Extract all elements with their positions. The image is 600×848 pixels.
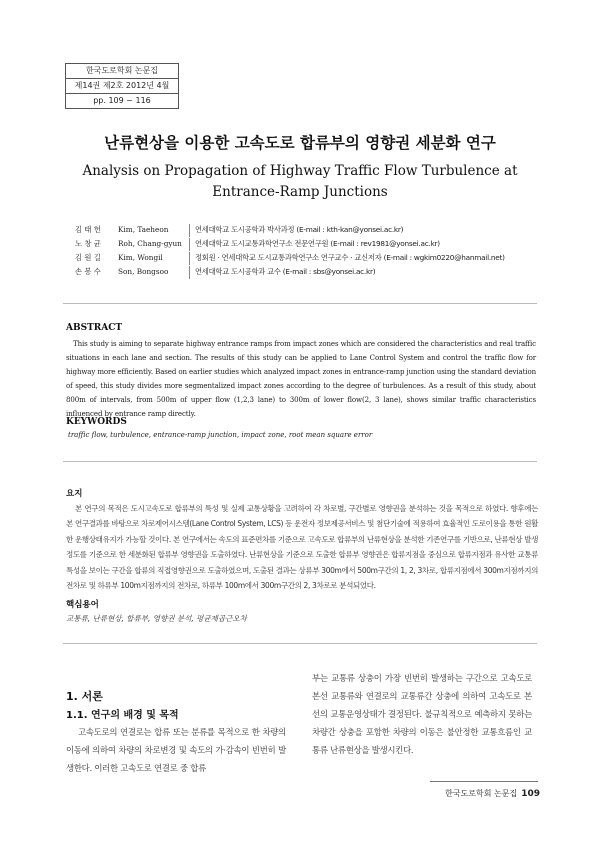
title-english-line1: Analysis on Propagation of Highway Traffic Flow Turbulence at (82, 163, 518, 179)
author-name-ko: 김 태 헌 (75, 225, 101, 234)
author-affiliation: 연세대학교 도시공학과 박사과정 (E-mail : kth-kan@yonsei.ac.kr) (195, 225, 404, 234)
author-affiliation: 연세대학교 도시교통과학연구소 전문연구원 (E-mail : rev1981@yonsei.ac.kr) (195, 239, 440, 248)
title-english-line2: Entrance-Ramp Junctions (212, 184, 388, 200)
footer-rule (430, 781, 538, 782)
author-row (75, 237, 545, 251)
author-name-en: Kim, Wongil (118, 253, 163, 262)
author-name-ko: 노 창 균 (75, 239, 101, 248)
author-list (75, 223, 545, 279)
body-column-left: 고속도로의 연결로는 합류 또는 분류를 목적으로 한 차량의 이동에 의하여 차량의 차로변경 및 속도의 가·감속이 빈번히 발생한다. 이러한 고속도로 연결로 중 합류 (66, 727, 286, 774)
keywords-heading: KEYWORDS (66, 417, 127, 427)
author-name-en: Roh, Chang-gyun (118, 239, 182, 248)
keywords-text: traffic flow, turbulence, entrance-ramp junction, impact zone, root mean square error (68, 431, 373, 439)
author-name-en: Kim, Taeheon (118, 225, 169, 234)
keywords-ko-text: 교통류, 난류현상, 합류부, 영향권 분석, 평균제곱근오차 (66, 614, 247, 623)
journal-volume: 제14권 제2호 2012년 4월 (66, 79, 178, 94)
author-name-en: Son, Bongsoo (118, 267, 169, 276)
author-divider (189, 252, 190, 265)
author-divider (189, 266, 190, 279)
divider-middle (63, 461, 537, 462)
author-row (75, 251, 545, 265)
author-name-ko: 손 봉 수 (75, 267, 101, 276)
abstract-heading: ABSTRACT (66, 323, 123, 333)
journal-pages: pp. 109 ~ 116 (93, 96, 151, 105)
title-korean: 난류현상을 이용한 고속도로 합류부의 영향권 세분화 연구 (104, 134, 496, 152)
author-row (75, 223, 545, 237)
summary-ko-heading: 요지 (66, 489, 83, 499)
body-column-right: 부는 교통류 상충이 가장 빈번히 발생하는 구간으로 고속도로 본선 교통류와 연결로의 교통류간 상충에 의하여 고속도로 본선의 교통운영상태가 결정된다. 불규칙적으로 예측하지 못하는 차량간 상충을 포함한 차량의 이동은 불안정한 교통흐름인 교통류 난류현상을 발생시킨다. (312, 673, 532, 756)
author-row (75, 265, 545, 279)
summary-ko-text: 본 연구의 목적은 도시고속도로 합류부의 특성 및 실제 교통상황을 고려하여 각 차로별, 구간별로 영향권을 분석하는 것을 목적으로 하였다. 향후에는 본 연구결과를 바탕으로 차로제어시스템(Lane Control System, LCS) 등 운전자 정보제공서비스 및 첨단기술에 적용하여 효율적인 도로이용을 통한 원활한 운행상태유지가 가능할 것이다. 본 연구에서는 속도의 표준편차를 기준으로 고속도로 합류부의 난류현상을 분석한 기존연구를 기반으로, 난류현상 발생정도를 기준으로 한 세분화된 합류부 영향권을 도출하였다. 난류현상을 기준으로 도출한 합류부 영향권은 합류지점을 중심으로 합류지점과 유사한 교통류 특성을 보이는 구간을 합류의 직접영향권으로 도출하였으며, 도출된 결과는 상류부 300m에서 500m구간의 1, 2, 3차로, 합류지점에서 300m지점까지의 전차로 및 하류부 100m지점까지의 전차로, 하류부 100m에서 300m구간의 2, 3차로로 분석되었다. (66, 504, 538, 591)
subsection-heading: 1.1. 연구의 배경 및 목적 (66, 710, 179, 721)
page-footer (420, 788, 540, 799)
author-affiliation: 연세대학교 도시공학과 교수 (E-mail : sbs@yonsei.ac.kr) (195, 267, 376, 276)
page-number: 109 (521, 789, 540, 799)
keywords-ko-heading: 핵심용어 (66, 600, 99, 610)
abstract-text: This study is aiming to separate highway entrance ramps from impact zones which are considered the characteristics and real traffic situations in each lane and section. The results of this study can be applied to Lane Control System and control the traffic flow for highway more efficiently. Based on earlier studies which analyzed impact zones in entrance-ramp junction using the standard deviation of speed, this study divides more segmentalized impact zones according to the degree of turbulences. As a result of this study, about 800m of intervals, from 500m of upper flow (1,2,3 lane) to 300m of lower flow(2, 3 lane), shows similar traffic characteristics influenced by entrance ramp directly. (66, 339, 536, 418)
section-heading: 1. 서론 (66, 690, 103, 703)
author-affiliation: 정회원 · 연세대학교 도시교통과학연구소 연구교수 · 교신저자 (E-mail : wgkim0220@hanmail.net) (195, 253, 505, 262)
journal-info-box (65, 63, 179, 109)
author-divider (189, 224, 190, 237)
divider-bottom (63, 643, 537, 644)
footer-journal-name: 한국도로학회 논문집 (445, 789, 518, 798)
author-name-ko: 김 원 길 (75, 253, 101, 262)
divider-top (63, 303, 537, 304)
journal-name: 한국도로학회 논문집 (66, 64, 178, 79)
author-divider (189, 238, 190, 251)
